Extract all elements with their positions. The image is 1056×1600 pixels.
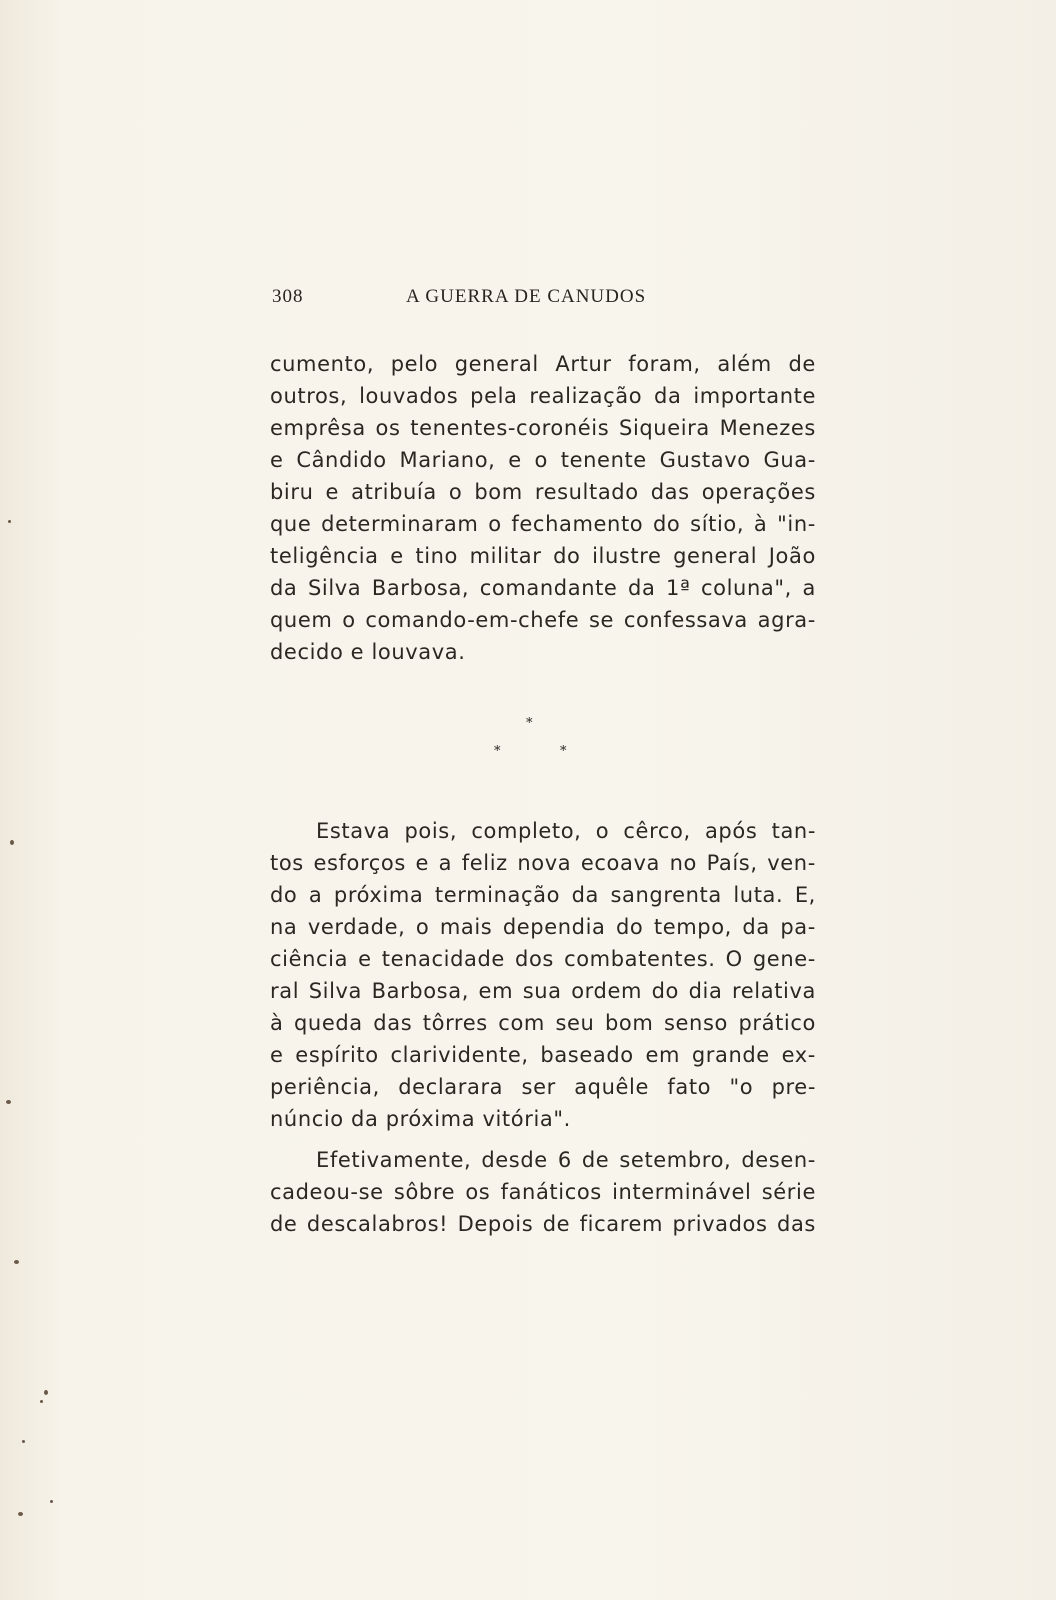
word: País, xyxy=(706,851,758,875)
word: sangrenta xyxy=(610,883,722,907)
word: a xyxy=(438,851,453,875)
separator-star-right: * xyxy=(560,744,567,759)
word: de xyxy=(581,1148,610,1172)
word: pa- xyxy=(780,915,816,939)
word: bom xyxy=(474,480,523,504)
section-separator xyxy=(490,716,580,766)
word: 1ª xyxy=(666,576,691,600)
text-line xyxy=(270,943,816,975)
word: declarara xyxy=(398,1075,504,1099)
text-line xyxy=(270,1039,816,1071)
word: à xyxy=(753,512,768,536)
word: louvados xyxy=(359,384,459,408)
paragraph-1 xyxy=(270,348,816,668)
word: do xyxy=(270,883,298,907)
word: resultado xyxy=(534,480,639,504)
text-line xyxy=(270,815,816,847)
word: o xyxy=(415,915,430,939)
scan-speck xyxy=(10,840,14,845)
word: da xyxy=(571,883,599,907)
running-title: A GUERRA DE CANUDOS xyxy=(406,286,647,307)
word: os xyxy=(465,1180,491,1204)
word: realização xyxy=(529,384,643,408)
word: ser xyxy=(521,1075,556,1099)
word: nova xyxy=(517,851,572,875)
word: Cândido xyxy=(296,448,387,472)
word: comandante xyxy=(479,576,618,600)
word: do xyxy=(653,512,681,536)
line-text: núncio da próxima vitória". xyxy=(270,1107,571,1131)
word: Artur xyxy=(555,352,612,376)
scan-speck xyxy=(8,520,11,523)
page-header xyxy=(272,286,812,310)
word: 6 xyxy=(557,1148,572,1172)
word: Gustavo xyxy=(659,448,751,472)
word: outros, xyxy=(270,384,348,408)
word: cumento, xyxy=(270,352,375,376)
word: Silva xyxy=(307,576,362,600)
word: relativa xyxy=(732,979,816,1003)
word: luta. xyxy=(733,883,784,907)
word: e xyxy=(270,1043,284,1067)
text-line xyxy=(270,1103,816,1135)
word: confessava xyxy=(623,608,748,632)
text-line xyxy=(270,1144,816,1176)
word: verdade, xyxy=(307,915,406,939)
word: Barbosa, xyxy=(371,576,470,600)
word: desen- xyxy=(741,1148,816,1172)
word: Mariano, xyxy=(399,448,496,472)
word: e xyxy=(508,448,522,472)
text-line xyxy=(270,1208,816,1240)
text-line xyxy=(270,975,816,1007)
word: das xyxy=(650,480,690,504)
word: se xyxy=(589,608,615,632)
word: próxima xyxy=(333,883,424,907)
word: dos xyxy=(515,947,554,971)
text-line xyxy=(270,1071,816,1103)
scan-speck xyxy=(18,1512,23,1516)
word: emprêsa xyxy=(270,416,366,440)
separator-star-top: * xyxy=(526,716,533,731)
word: Silva xyxy=(308,979,363,1003)
word: em xyxy=(645,1043,681,1067)
word: de xyxy=(270,1212,298,1236)
page-number: 308 xyxy=(272,286,304,307)
word: pelo xyxy=(390,352,439,376)
word: tôrres xyxy=(422,1011,488,1035)
word: desde xyxy=(481,1148,548,1172)
word: ex- xyxy=(781,1043,816,1067)
word: importante xyxy=(693,384,816,408)
word: o xyxy=(534,448,548,472)
word: sua xyxy=(522,979,562,1003)
word: completo, xyxy=(471,819,582,843)
word: Depois xyxy=(457,1212,534,1236)
word: Barbosa, xyxy=(371,979,469,1003)
word: combatentes. xyxy=(564,947,716,971)
word: agra- xyxy=(757,608,816,632)
text-line xyxy=(270,476,816,508)
scan-speck xyxy=(22,1440,25,1443)
word: tenentes-coronéis xyxy=(410,416,610,440)
word: em xyxy=(478,979,514,1003)
word: da xyxy=(628,576,656,600)
scan-speck xyxy=(40,1400,43,1403)
word: João xyxy=(768,544,816,568)
word: militar xyxy=(469,544,542,568)
word: do xyxy=(615,915,644,939)
word: determinaram xyxy=(321,512,479,536)
word: mais xyxy=(439,915,493,939)
word: privados xyxy=(672,1212,768,1236)
text-line xyxy=(270,348,816,380)
word: à xyxy=(270,1011,284,1035)
text-line xyxy=(270,508,816,540)
word: quem xyxy=(270,608,333,632)
word: após xyxy=(704,819,758,843)
text-line xyxy=(270,412,816,444)
word: pela xyxy=(470,384,518,408)
word: e xyxy=(325,480,340,504)
text-line xyxy=(270,1176,816,1208)
word: baseado xyxy=(540,1043,634,1067)
word: periência, xyxy=(270,1075,380,1099)
word: cêrco, xyxy=(623,819,691,843)
word: e xyxy=(270,448,284,472)
word: fato xyxy=(667,1075,712,1099)
text-line xyxy=(270,911,816,943)
word: o xyxy=(595,819,610,843)
word: Gua- xyxy=(763,448,816,472)
word: da xyxy=(270,576,298,600)
text-line xyxy=(270,540,816,572)
word: "o xyxy=(729,1075,754,1099)
word: de xyxy=(788,352,816,376)
word: ilustre xyxy=(592,544,662,568)
word: o xyxy=(448,480,463,504)
word: sôbre xyxy=(393,1180,456,1204)
word: bom xyxy=(605,1011,654,1035)
word: no xyxy=(669,851,697,875)
word: tan- xyxy=(771,819,816,843)
word: setembro, xyxy=(619,1148,732,1172)
paragraph-2 xyxy=(270,815,816,1135)
word: o xyxy=(488,512,502,536)
word: operações xyxy=(701,480,816,504)
word: fechamento xyxy=(511,512,644,536)
paragraph-3 xyxy=(270,1144,816,1240)
word: atribuía xyxy=(351,480,437,504)
word: na xyxy=(270,915,298,939)
word: ven- xyxy=(767,851,816,875)
word: clarividente, xyxy=(390,1043,529,1067)
word: que xyxy=(270,512,312,536)
word: seu xyxy=(555,1011,595,1035)
word: general xyxy=(454,352,539,376)
text-line xyxy=(270,572,816,604)
word: de xyxy=(542,1212,571,1236)
word: ficarem xyxy=(579,1212,664,1236)
word: grande xyxy=(691,1043,770,1067)
word: interminável xyxy=(612,1180,752,1204)
word: Siqueira xyxy=(619,416,710,440)
word: os xyxy=(375,416,401,440)
word: terminação xyxy=(434,883,561,907)
word: Estava xyxy=(316,819,391,843)
word: dependia xyxy=(502,915,606,939)
text-line xyxy=(270,380,816,412)
word: ral xyxy=(270,979,300,1003)
word: tempo, xyxy=(653,915,732,939)
word: série xyxy=(761,1180,816,1204)
word: da xyxy=(742,915,770,939)
text-line xyxy=(270,604,816,636)
word: tenacidade xyxy=(381,947,505,971)
word: Efetivamente, xyxy=(316,1148,472,1172)
word: do xyxy=(651,979,679,1003)
word: o xyxy=(342,608,356,632)
word: fanáticos xyxy=(500,1180,602,1204)
word: a xyxy=(308,883,323,907)
word: da xyxy=(654,384,682,408)
word: cadeou-se xyxy=(270,1180,384,1204)
scan-speck xyxy=(14,1260,19,1264)
word: e xyxy=(358,947,372,971)
word: ciência xyxy=(270,947,349,971)
word: teligência xyxy=(270,544,379,568)
word: senso xyxy=(663,1011,728,1035)
word: e xyxy=(390,544,404,568)
word: Menezes xyxy=(719,416,816,440)
word: comando-em-chefe xyxy=(365,608,580,632)
text-line xyxy=(270,879,816,911)
word: espírito xyxy=(295,1043,379,1067)
word: ecoava xyxy=(580,851,660,875)
word: E, xyxy=(794,883,816,907)
word: com xyxy=(498,1011,545,1035)
word: gene- xyxy=(752,947,816,971)
word: ordem xyxy=(571,979,643,1003)
word: foram, xyxy=(628,352,701,376)
word: das xyxy=(373,1011,413,1035)
word: esforços xyxy=(313,851,406,875)
text-line xyxy=(270,1007,816,1039)
word: general xyxy=(673,544,758,568)
word: a xyxy=(802,576,816,600)
word: queda xyxy=(294,1011,363,1035)
text-line xyxy=(270,847,816,879)
word: "in- xyxy=(777,512,816,536)
word: pois, xyxy=(404,819,458,843)
word: feliz xyxy=(461,851,508,875)
scan-speck xyxy=(6,1100,11,1104)
text-line xyxy=(270,636,816,668)
scan-speck xyxy=(50,1500,53,1503)
word: prático xyxy=(738,1011,816,1035)
word: O xyxy=(725,947,743,971)
word: coluna", xyxy=(701,576,792,600)
line-text: decido e louvava. xyxy=(270,640,466,664)
word: e xyxy=(415,851,430,875)
word: descalabros! xyxy=(306,1212,449,1236)
text-line xyxy=(270,444,816,476)
word: além xyxy=(717,352,772,376)
word: sítio, xyxy=(690,512,745,536)
word: tino xyxy=(415,544,458,568)
word: aquêle xyxy=(574,1075,649,1099)
separator-star-left: * xyxy=(494,744,501,759)
word: biru xyxy=(270,480,314,504)
word: pre- xyxy=(771,1075,816,1099)
word: dia xyxy=(688,979,723,1003)
word: tos xyxy=(270,851,304,875)
word: do xyxy=(553,544,581,568)
scan-speck xyxy=(44,1390,48,1395)
word: tenente xyxy=(560,448,647,472)
word: das xyxy=(777,1212,816,1236)
